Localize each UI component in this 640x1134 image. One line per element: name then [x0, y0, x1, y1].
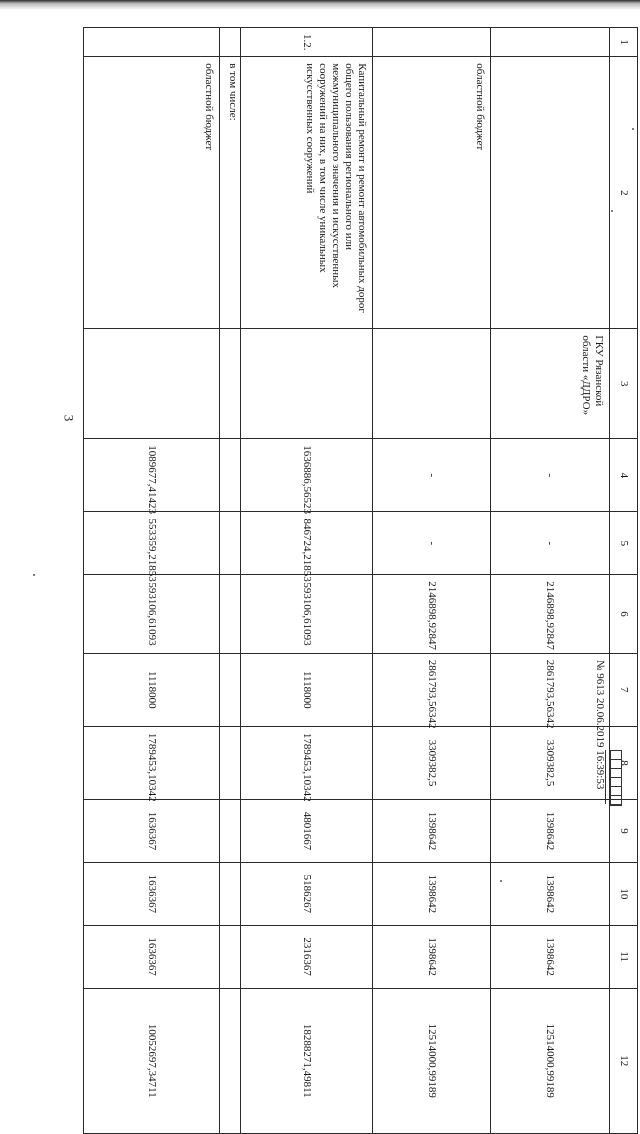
header-cell: 8	[609, 726, 637, 799]
row-number-cell: 1.2.	[241, 28, 372, 57]
value-cell: 2316367	[241, 925, 372, 988]
header-cell: 4	[609, 439, 637, 512]
total-cell: 12514000,99189	[372, 988, 491, 1134]
value-cell: 1398642	[491, 925, 610, 988]
rotated-table	[83, 27, 638, 1134]
value-cell: 1789453,10342	[241, 726, 372, 799]
executor-cell	[84, 329, 220, 439]
value-cell: 2861793,56342	[372, 653, 491, 726]
value-cell: -	[491, 439, 610, 512]
value-cell: -	[491, 512, 610, 575]
value-cell: 593106,61093	[84, 575, 220, 653]
row-number-cell	[372, 28, 491, 57]
description-cell: в том числе:	[220, 57, 241, 329]
value-cell: 1118000	[84, 653, 220, 726]
value-cell: 2146898,92847	[491, 575, 610, 653]
header-cell: 9	[609, 800, 637, 863]
value-cell: 846724,21853	[241, 512, 372, 575]
table-row	[220, 28, 241, 1134]
value-cell	[220, 575, 241, 653]
scan-speck	[33, 574, 35, 576]
value-cell	[220, 862, 241, 925]
header-cell: 11	[609, 925, 637, 988]
value-cell: -	[372, 512, 491, 575]
value-cell: 593106,61093	[241, 575, 372, 653]
value-cell: 1398642	[372, 925, 491, 988]
header-cell: 12	[609, 988, 637, 1134]
table-row	[491, 28, 610, 1134]
executor-cell	[241, 329, 372, 439]
value-cell	[220, 925, 241, 988]
total-cell: 12514000,99189	[491, 988, 610, 1134]
value-cell: 1398642	[491, 862, 610, 925]
executor-cell	[372, 329, 491, 439]
row-number-cell	[84, 28, 220, 57]
value-cell	[220, 800, 241, 863]
value-cell: 1398642	[491, 800, 610, 863]
executor-cell: ГКУ Рязанской области «ДДРО»	[491, 329, 610, 439]
value-cell: 1636367	[84, 862, 220, 925]
table-container	[83, 27, 638, 1134]
executor-cell	[220, 329, 241, 439]
description-cell: Капитальный ремонт и ремонт автомобильных дорог общего пользования регионального или межмуниципального значения и искусственных сооружений на них, в том числе уникальных искусственных сооружений	[241, 57, 372, 329]
header-row	[609, 28, 637, 1134]
value-cell	[220, 512, 241, 575]
table-row	[372, 28, 491, 1134]
value-cell: 5186267	[241, 862, 372, 925]
stamp-grid	[610, 750, 622, 806]
description-cell: областной бюджет	[372, 57, 491, 329]
table-row	[84, 28, 220, 1134]
value-cell: 1636886,56523	[241, 439, 372, 512]
value-cell: 2861793,56342	[491, 653, 610, 726]
value-cell: 1789453,10342	[84, 726, 220, 799]
budget-table	[83, 27, 638, 1134]
value-cell: 4801667	[241, 800, 372, 863]
header-cell: 1	[609, 28, 637, 57]
value-cell: 1636367	[84, 800, 220, 863]
header-cell: 2	[609, 57, 637, 329]
scan-top-edge	[0, 0, 640, 10]
header-cell: 3	[609, 329, 637, 439]
value-cell	[220, 653, 241, 726]
header-cell: 7	[609, 653, 637, 726]
value-cell: 3309382,5	[372, 726, 491, 799]
value-cell: 2146898,92847	[372, 575, 491, 653]
total-cell	[220, 988, 241, 1134]
value-cell: 1636367	[84, 925, 220, 988]
value-cell: 3309382,5	[491, 726, 610, 799]
row-number-cell	[491, 28, 610, 57]
value-cell: 553359,21853	[84, 512, 220, 575]
value-cell: -	[372, 439, 491, 512]
row-number-cell	[220, 28, 241, 57]
page-number: 3	[61, 414, 77, 422]
value-cell: 1398642	[372, 862, 491, 925]
header-cell: 5	[609, 512, 637, 575]
value-cell: 1118000	[241, 653, 372, 726]
header-cell: 10	[609, 862, 637, 925]
value-cell	[220, 726, 241, 799]
value-cell: 1398642	[372, 800, 491, 863]
description-cell: областной бюджет	[84, 57, 220, 329]
table-row	[241, 28, 372, 1134]
value-cell	[220, 439, 241, 512]
document-registration-code: № 9613 20.06.2019 16:39:53	[594, 660, 606, 790]
description-cell	[491, 57, 610, 329]
total-cell: 18288271,49811	[241, 988, 372, 1134]
value-cell: 1089677,41423	[84, 439, 220, 512]
total-cell: 10052697,34711	[84, 988, 220, 1134]
header-cell: 6	[609, 575, 637, 653]
